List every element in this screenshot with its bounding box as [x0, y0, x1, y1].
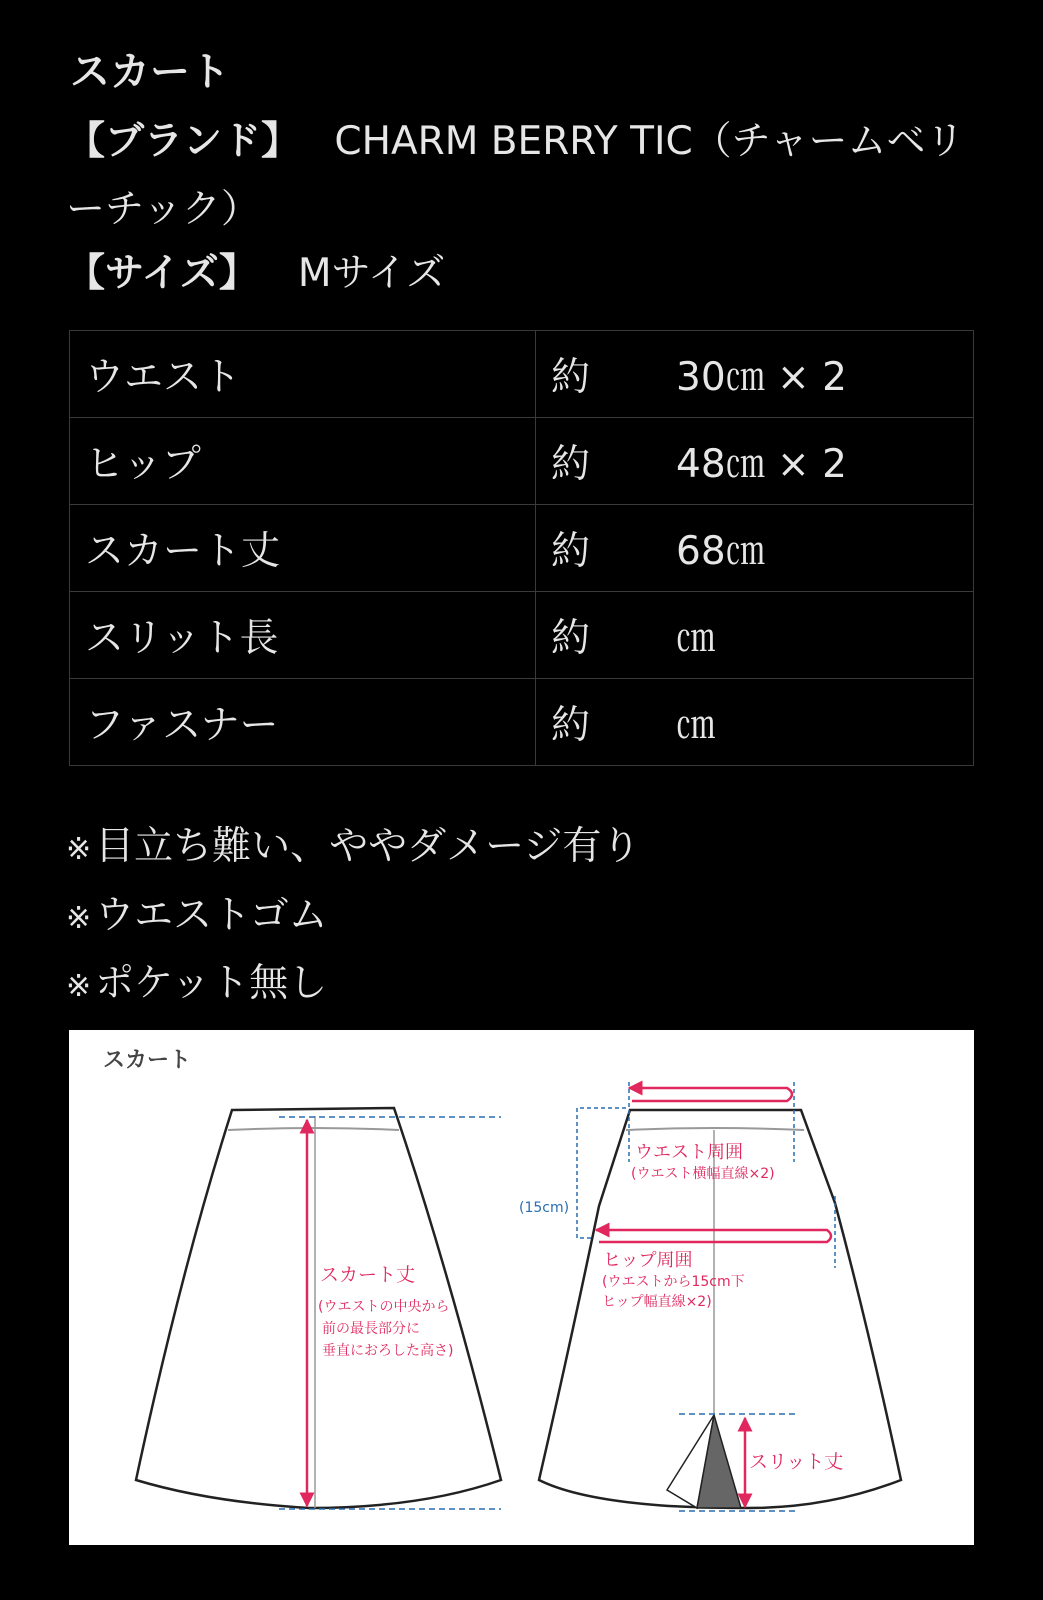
offset-label: (15cm) [519, 1200, 570, 1216]
measure-approx: 約 [551, 529, 591, 574]
note-item [66, 952, 327, 1008]
measure-value: ㎝ [676, 703, 716, 748]
note-text: 目立ち難い、ややダメージ有り [95, 824, 641, 869]
slit-label: スリット丈 [749, 1451, 844, 1473]
note-text: ウエストゴム [95, 893, 328, 938]
measurement-table [69, 330, 974, 766]
note-mark: ※ [66, 832, 92, 867]
table-row [70, 592, 974, 679]
measure-value: ㎝ [676, 616, 716, 661]
waist-note: (ウエスト横幅直線×2) [631, 1166, 775, 1182]
measure-value: 68㎝ [676, 529, 765, 574]
length-label: スカート丈 [320, 1264, 416, 1286]
waist-arrow [629, 1088, 792, 1101]
length-note: 垂直におろした高さ) [322, 1343, 454, 1359]
table-row [70, 331, 974, 418]
note-text: ポケット無し [95, 961, 328, 1006]
measure-name: ファスナー [70, 679, 536, 766]
brand-value: CHARM BERRY TIC（チャームベリーチック） [66, 119, 965, 232]
back-skirt-drawing [519, 1082, 901, 1511]
brand-line [66, 108, 966, 244]
diagram-svg [69, 1030, 974, 1545]
hip-note: ヒップ幅直線×2) [602, 1294, 712, 1310]
measure-name: スリット長 [70, 592, 536, 679]
measure-approx: 約 [551, 703, 591, 748]
size-value: Mサイズ [297, 251, 446, 296]
measure-value: 30㎝ × 2 [676, 355, 847, 400]
length-note: (ウエストの中央から [318, 1299, 450, 1315]
measure-approx: 約 [551, 442, 591, 487]
hip-note: (ウエストから15cm下 [602, 1274, 745, 1290]
measure-name: スカート丈 [70, 505, 536, 592]
page-title: スカート [70, 49, 230, 95]
table-row [70, 418, 974, 505]
size-label: 【サイズ】 [66, 251, 258, 296]
length-note: 前の最長部分に [322, 1321, 420, 1337]
brand-label: 【ブランド】 [66, 119, 301, 164]
size-line [66, 244, 445, 304]
hip-label: ヒップ周囲 [603, 1250, 693, 1271]
diagram-title: スカート [103, 1048, 192, 1073]
note-mark: ※ [66, 901, 92, 936]
table-row [70, 505, 974, 592]
note-item [66, 884, 328, 940]
measurement-diagram [69, 1030, 974, 1545]
measure-name: ウエスト [70, 331, 536, 418]
waist-label: ウエスト周囲 [635, 1142, 743, 1163]
measure-approx: 約 [551, 355, 591, 400]
table-row [70, 679, 974, 766]
front-skirt-drawing [136, 1108, 501, 1509]
measure-value: 48㎝ × 2 [676, 442, 847, 487]
measure-name: ヒップ [70, 418, 536, 505]
measure-approx: 約 [551, 616, 591, 661]
note-item [66, 815, 640, 871]
note-mark: ※ [66, 969, 92, 1004]
